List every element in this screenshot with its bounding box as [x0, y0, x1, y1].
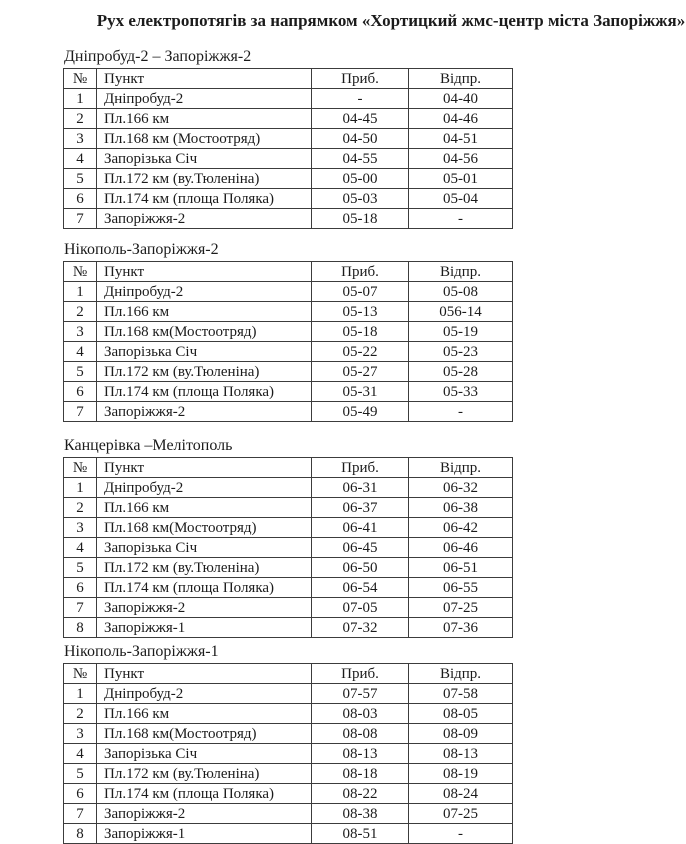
table-heading: Канцерівка –Мелітополь	[64, 437, 233, 454]
cell-arrival: 05-49	[312, 402, 409, 422]
cell-station: Пл.168 км(Мостоотряд)	[97, 724, 312, 744]
cell-arrival: 06-31	[312, 478, 409, 498]
cell-station: Пл.166 км	[97, 302, 312, 322]
cell-arrival: 08-13	[312, 744, 409, 764]
column-header: Відпр.	[409, 262, 513, 282]
cell-departure: 05-28	[409, 362, 513, 382]
cell-number: 7	[64, 598, 97, 618]
cell-departure: 07-25	[409, 598, 513, 618]
cell-number: 5	[64, 558, 97, 578]
cell-arrival: 04-50	[312, 129, 409, 149]
table-row	[64, 498, 513, 518]
cell-arrival: 05-13	[312, 302, 409, 322]
cell-arrival: 06-50	[312, 558, 409, 578]
table-row	[64, 578, 513, 598]
table-row	[64, 402, 513, 422]
cell-station: Запорізька Січ	[97, 342, 312, 362]
cell-departure: 08-09	[409, 724, 513, 744]
column-header: №	[64, 458, 97, 478]
cell-station: Пл.172 км (ву.Тюленіна)	[97, 558, 312, 578]
table-heading: Нікополь-Запоріжжя-2	[64, 241, 219, 258]
cell-number: 6	[64, 189, 97, 209]
cell-number: 4	[64, 744, 97, 764]
cell-arrival: 08-18	[312, 764, 409, 784]
cell-station: Дніпробуд-2	[97, 282, 312, 302]
cell-arrival: 06-45	[312, 538, 409, 558]
table-row	[64, 618, 513, 638]
timetable-section	[0, 437, 686, 638]
cell-number: 1	[64, 89, 97, 109]
column-header: №	[64, 262, 97, 282]
cell-departure: 05-04	[409, 189, 513, 209]
cell-arrival: 05-00	[312, 169, 409, 189]
cell-arrival: 08-51	[312, 824, 409, 844]
cell-arrival: 08-03	[312, 704, 409, 724]
cell-number: 4	[64, 538, 97, 558]
timetable-section	[0, 643, 686, 844]
cell-departure: 04-56	[409, 149, 513, 169]
cell-departure: 06-46	[409, 538, 513, 558]
cell-number: 2	[64, 302, 97, 322]
cell-number: 2	[64, 498, 97, 518]
column-header: Пункт	[97, 458, 312, 478]
cell-station: Пл.172 км (ву.Тюленіна)	[97, 169, 312, 189]
table-row	[64, 558, 513, 578]
column-header: Приб.	[312, 69, 409, 89]
cell-number: 1	[64, 282, 97, 302]
table-row	[64, 784, 513, 804]
cell-departure: 04-46	[409, 109, 513, 129]
cell-arrival: 08-08	[312, 724, 409, 744]
column-header: Пункт	[97, 262, 312, 282]
header-row	[64, 664, 513, 684]
cell-station: Запоріжжя-1	[97, 824, 312, 844]
timetable	[63, 68, 513, 229]
table-row	[64, 382, 513, 402]
table-row	[64, 804, 513, 824]
cell-departure: 08-19	[409, 764, 513, 784]
cell-station: Пл.166 км	[97, 704, 312, 724]
cell-number: 6	[64, 784, 97, 804]
cell-station: Запорізька Січ	[97, 744, 312, 764]
timetable	[63, 663, 513, 844]
cell-arrival: 05-18	[312, 322, 409, 342]
cell-arrival: 05-07	[312, 282, 409, 302]
cell-station: Запоріжжя-2	[97, 804, 312, 824]
table-row	[64, 342, 513, 362]
cell-number: 3	[64, 518, 97, 538]
cell-arrival: 08-38	[312, 804, 409, 824]
column-header: Приб.	[312, 664, 409, 684]
cell-number: 2	[64, 704, 97, 724]
cell-departure: 07-58	[409, 684, 513, 704]
table-row	[64, 89, 513, 109]
table-row	[64, 169, 513, 189]
cell-departure: 05-33	[409, 382, 513, 402]
cell-arrival: 05-22	[312, 342, 409, 362]
column-header: Пункт	[97, 69, 312, 89]
cell-arrival: 05-18	[312, 209, 409, 229]
cell-number: 1	[64, 478, 97, 498]
cell-number: 4	[64, 149, 97, 169]
cell-number: 3	[64, 724, 97, 744]
timetable	[63, 457, 513, 638]
timetable-section	[0, 241, 686, 422]
cell-arrival: 07-32	[312, 618, 409, 638]
cell-station: Пл.174 км (площа Поляка)	[97, 578, 312, 598]
table-row	[64, 684, 513, 704]
cell-departure: 08-13	[409, 744, 513, 764]
table-row	[64, 478, 513, 498]
cell-station: Пл.174 км (площа Поляка)	[97, 382, 312, 402]
timetable-section	[0, 48, 686, 229]
cell-station: Запорізька Січ	[97, 538, 312, 558]
column-header: Пункт	[97, 664, 312, 684]
table-row	[64, 322, 513, 342]
cell-arrival: 05-31	[312, 382, 409, 402]
cell-station: Пл.166 км	[97, 498, 312, 518]
table-row	[64, 129, 513, 149]
cell-number: 8	[64, 618, 97, 638]
tables-container	[0, 48, 686, 844]
cell-station: Запорізька Січ	[97, 149, 312, 169]
table-row	[64, 282, 513, 302]
cell-departure: 06-38	[409, 498, 513, 518]
column-header: Відпр.	[409, 69, 513, 89]
cell-departure: 08-05	[409, 704, 513, 724]
cell-station: Пл.166 км	[97, 109, 312, 129]
table-row	[64, 598, 513, 618]
cell-station: Пл.168 км(Мостоотряд)	[97, 322, 312, 342]
table-row	[64, 538, 513, 558]
cell-arrival: 04-45	[312, 109, 409, 129]
cell-departure: 056-14	[409, 302, 513, 322]
cell-number: 4	[64, 342, 97, 362]
cell-station: Пл.172 км (ву.Тюленіна)	[97, 764, 312, 784]
cell-departure: 05-19	[409, 322, 513, 342]
column-header: Відпр.	[409, 664, 513, 684]
cell-arrival: 05-03	[312, 189, 409, 209]
cell-station: Запоріжжя-1	[97, 618, 312, 638]
cell-arrival: 07-05	[312, 598, 409, 618]
table-heading: Нікополь-Запоріжжя-1	[64, 643, 219, 660]
cell-station: Пл.174 км (площа Поляка)	[97, 784, 312, 804]
column-header: №	[64, 69, 97, 89]
cell-station: Дніпробуд-2	[97, 478, 312, 498]
column-header: №	[64, 664, 97, 684]
cell-number: 6	[64, 382, 97, 402]
cell-station: Запоріжжя-2	[97, 209, 312, 229]
column-header: Відпр.	[409, 458, 513, 478]
cell-arrival: 08-22	[312, 784, 409, 804]
cell-number: 8	[64, 824, 97, 844]
cell-departure: -	[409, 402, 513, 422]
cell-station: Запоріжжя-2	[97, 402, 312, 422]
cell-departure: 05-01	[409, 169, 513, 189]
cell-number: 7	[64, 804, 97, 824]
column-header: Приб.	[312, 262, 409, 282]
table-row	[64, 149, 513, 169]
cell-departure: -	[409, 209, 513, 229]
table-row	[64, 362, 513, 382]
header-row	[64, 458, 513, 478]
table-heading: Дніпробуд-2 – Запоріжжя-2	[64, 48, 252, 65]
cell-arrival: 06-37	[312, 498, 409, 518]
cell-station: Пл.168 км(Мостоотряд)	[97, 518, 312, 538]
table-row	[64, 824, 513, 844]
page-title: Рух електропотягів за напрямком «Хортицкий жмс-центр міста Запоріжжя»	[96, 11, 686, 30]
table-row	[64, 724, 513, 744]
table-row	[64, 302, 513, 322]
column-header: Приб.	[312, 458, 409, 478]
table-row	[64, 764, 513, 784]
table-row	[64, 209, 513, 229]
table-row	[64, 189, 513, 209]
table-row	[64, 744, 513, 764]
cell-arrival: 06-41	[312, 518, 409, 538]
cell-station: Пл.174 км (площа Поляка)	[97, 189, 312, 209]
table-row	[64, 109, 513, 129]
cell-number: 7	[64, 209, 97, 229]
cell-number: 3	[64, 322, 97, 342]
table-row	[64, 704, 513, 724]
cell-station: Пл.168 км (Мостоотряд)	[97, 129, 312, 149]
cell-number: 1	[64, 684, 97, 704]
header-row	[64, 262, 513, 282]
cell-departure: 07-25	[409, 804, 513, 824]
cell-station: Пл.172 км (ву.Тюленіна)	[97, 362, 312, 382]
cell-departure: 05-23	[409, 342, 513, 362]
cell-arrival: 06-54	[312, 578, 409, 598]
cell-departure: -	[409, 824, 513, 844]
cell-number: 5	[64, 362, 97, 382]
cell-number: 3	[64, 129, 97, 149]
cell-number: 7	[64, 402, 97, 422]
cell-arrival: -	[312, 89, 409, 109]
cell-station: Дніпробуд-2	[97, 684, 312, 704]
cell-departure: 06-42	[409, 518, 513, 538]
cell-station: Запоріжжя-2	[97, 598, 312, 618]
cell-departure: 07-36	[409, 618, 513, 638]
cell-departure: 06-32	[409, 478, 513, 498]
cell-departure: 06-55	[409, 578, 513, 598]
table-row	[64, 518, 513, 538]
header-row	[64, 69, 513, 89]
cell-arrival: 07-57	[312, 684, 409, 704]
cell-departure: 06-51	[409, 558, 513, 578]
cell-number: 5	[64, 764, 97, 784]
cell-number: 6	[64, 578, 97, 598]
timetable	[63, 261, 513, 422]
cell-station: Дніпробуд-2	[97, 89, 312, 109]
cell-departure: 04-51	[409, 129, 513, 149]
cell-number: 2	[64, 109, 97, 129]
cell-departure: 04-40	[409, 89, 513, 109]
cell-departure: 05-08	[409, 282, 513, 302]
cell-arrival: 05-27	[312, 362, 409, 382]
cell-departure: 08-24	[409, 784, 513, 804]
cell-number: 5	[64, 169, 97, 189]
cell-arrival: 04-55	[312, 149, 409, 169]
